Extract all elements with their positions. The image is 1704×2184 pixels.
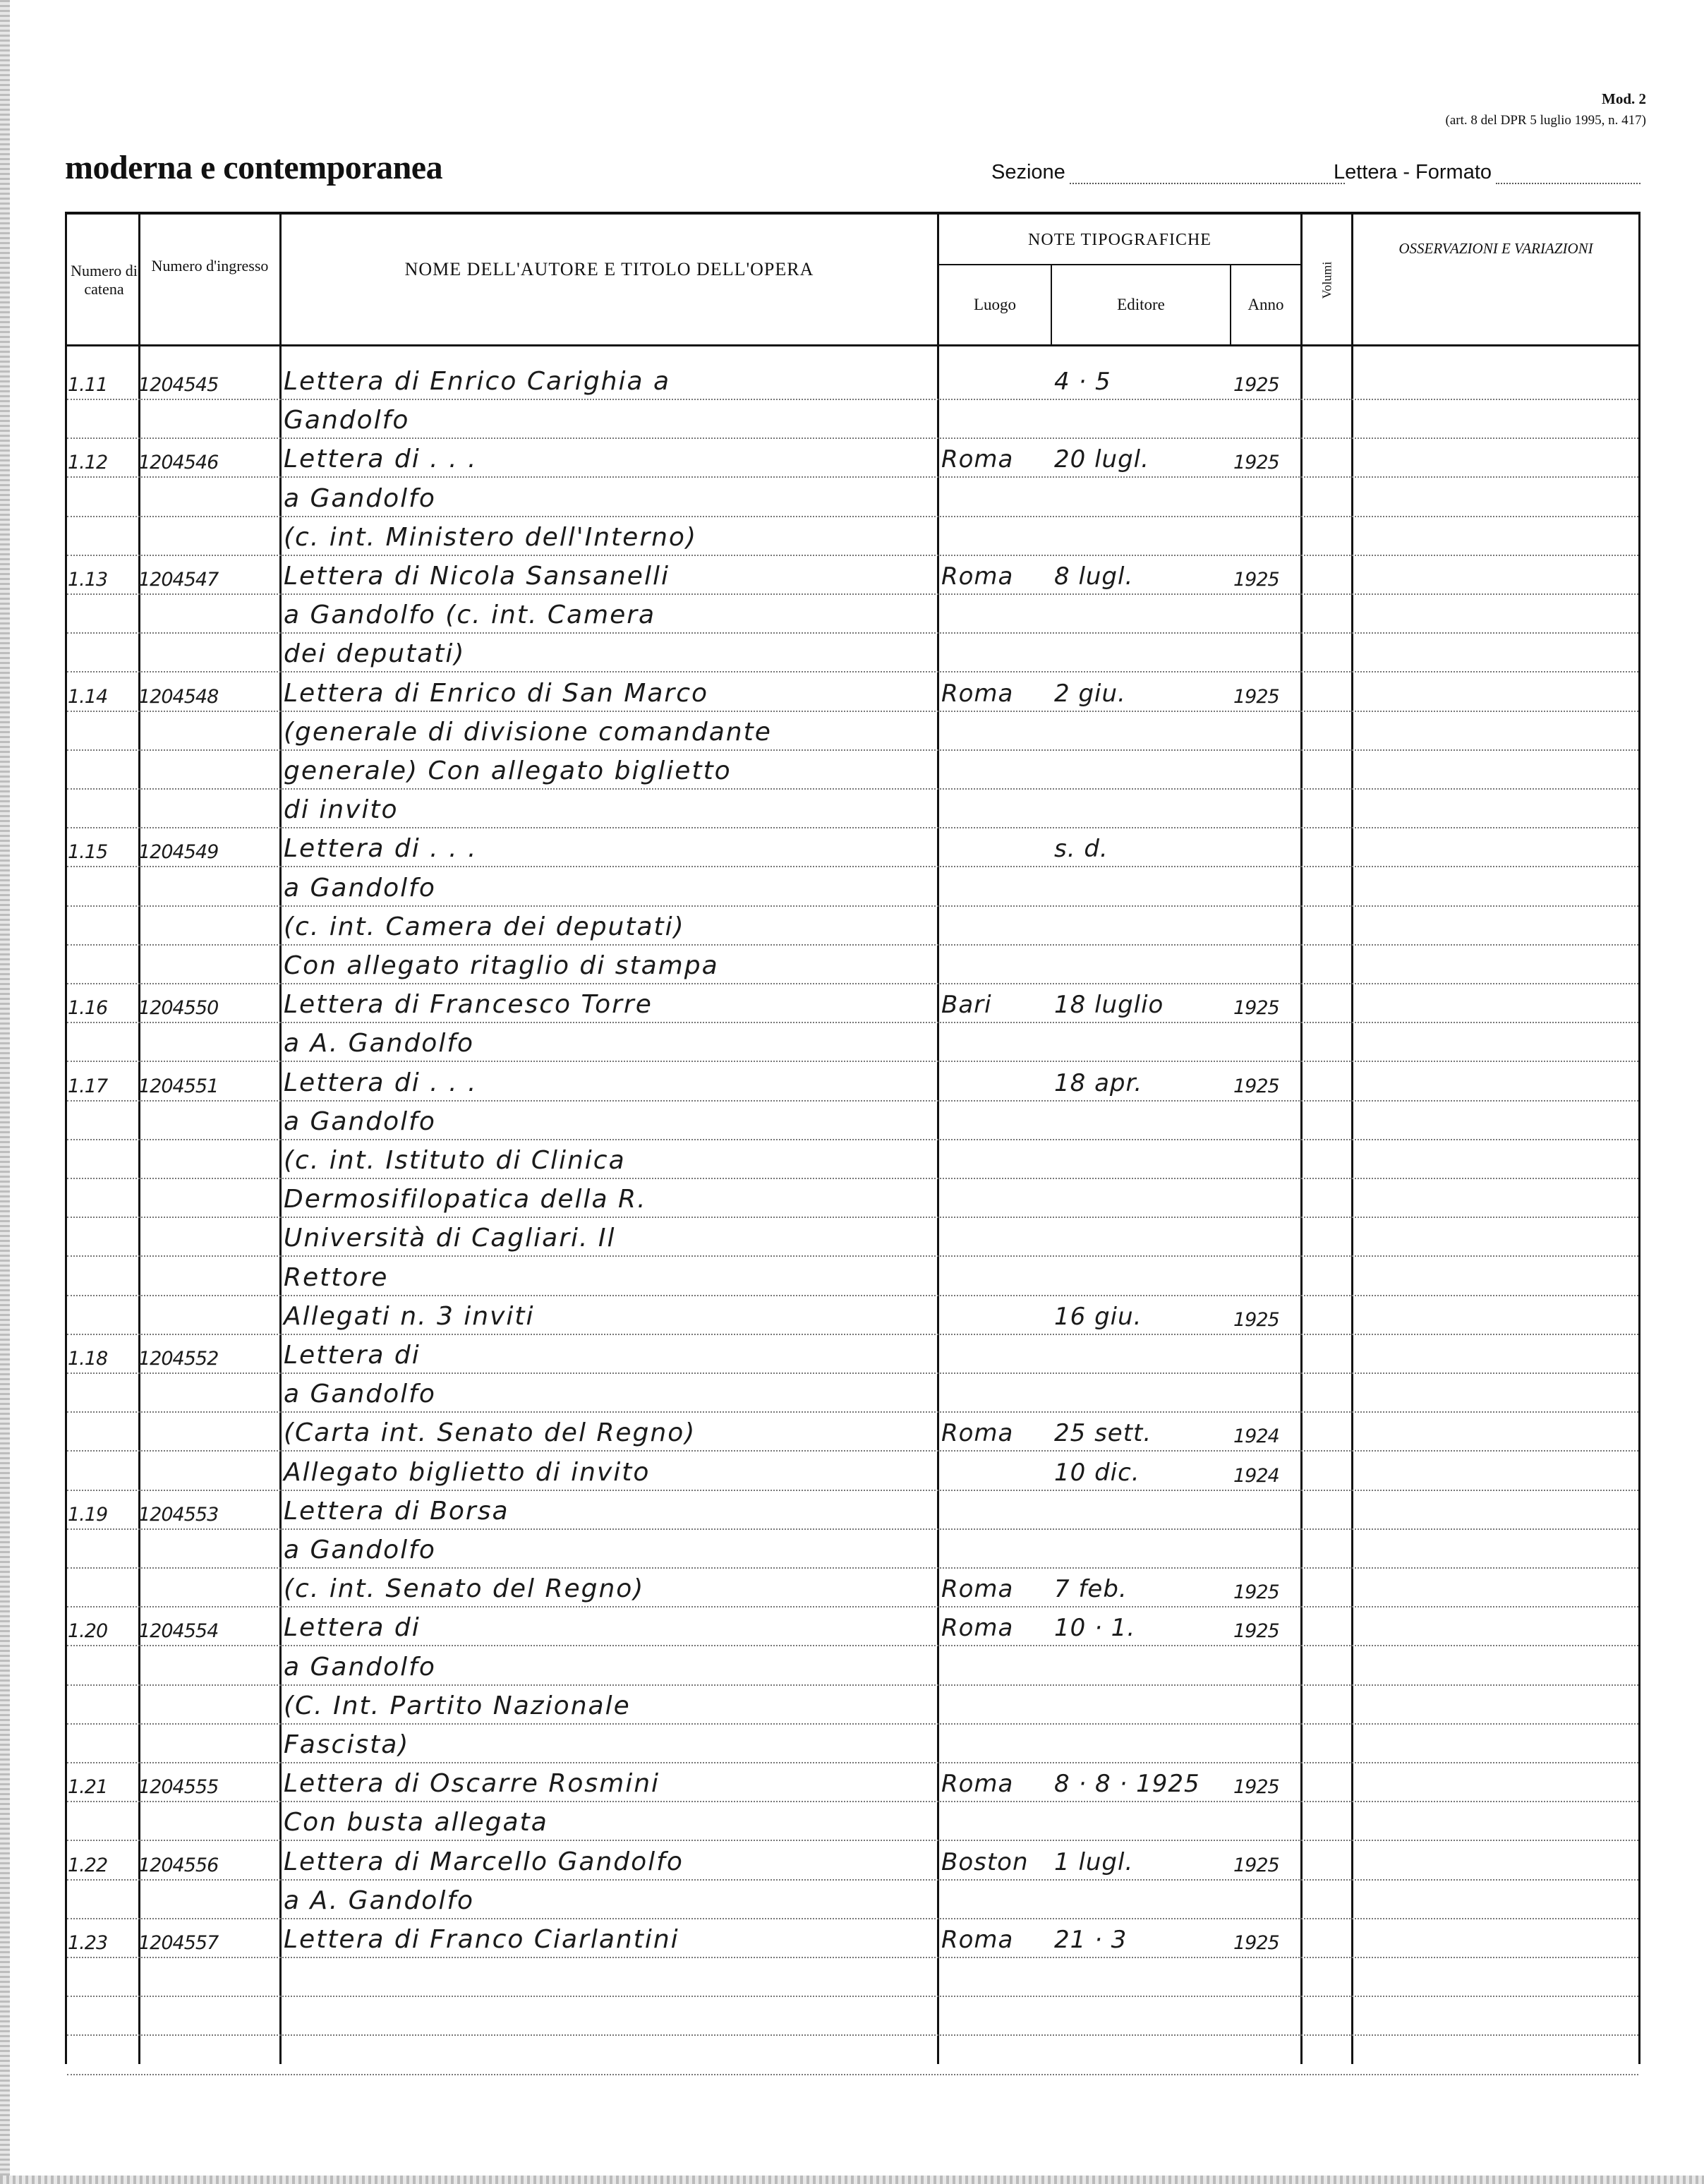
- ruled-line: [67, 1879, 1638, 1881]
- table-row: [0, 1185, 1704, 1217]
- table-row: [0, 406, 1704, 438]
- ruled-line: [67, 2034, 1638, 2036]
- entry-titolo: Lettera di Enrico Carighia a: [284, 367, 671, 396]
- ruled-line: [67, 905, 1638, 907]
- entry-numero-ingresso: 1204550: [138, 997, 219, 1020]
- ruled-line: [67, 944, 1638, 946]
- entry-titolo: Fascista): [284, 1730, 410, 1759]
- entry-anno: 1925: [1233, 569, 1279, 591]
- ruled-line: [67, 1996, 1638, 1997]
- entry-titolo: Lettera di Oscarre Rosmini: [284, 1769, 660, 1799]
- entry-numero-ingresso: 1204551: [138, 1075, 219, 1097]
- header-osservazioni: OSSERVAZIONI E VARIAZIONI: [1398, 240, 1593, 257]
- table-row: [0, 445, 1704, 476]
- ruled-line: [67, 399, 1638, 400]
- table-row: [0, 1497, 1704, 1528]
- table-row: [0, 1769, 1704, 1801]
- ruled-line: [67, 1723, 1638, 1725]
- entry-editore: 7 feb.: [1054, 1575, 1128, 1604]
- ruled-line: [67, 1490, 1638, 1491]
- entry-anno: 1925: [1233, 452, 1279, 474]
- entry-titolo: (c. int. Camera dei deputati): [284, 912, 685, 941]
- table-row: [0, 484, 1704, 516]
- entry-titolo: a Gandolfo: [284, 873, 436, 903]
- entry-titolo: di invito: [284, 795, 399, 825]
- table-row: [0, 1536, 1704, 1567]
- ruled-line: [67, 671, 1638, 672]
- entry-numero-ingresso: 1204547: [138, 569, 219, 591]
- table-row: [0, 1808, 1704, 1840]
- entry-editore: 10 dic.: [1054, 1458, 1140, 1487]
- entry-numero-catena: 1.11: [68, 374, 108, 396]
- entry-editore: 20 lugl.: [1054, 445, 1149, 474]
- ruled-line: [67, 1801, 1638, 1802]
- ruled-line: [67, 1606, 1638, 1607]
- entry-numero-ingresso: 1204546: [138, 452, 219, 474]
- ruled-line: [67, 827, 1638, 828]
- entry-numero-catena: 1.12: [68, 452, 108, 474]
- ruled-line: [67, 1139, 1638, 1140]
- table-row: [0, 601, 1704, 632]
- entry-titolo: a Gandolfo: [284, 483, 436, 513]
- entry-titolo: Lettera di . . .: [284, 1068, 478, 1097]
- table-row: [0, 1574, 1704, 1606]
- entry-numero-catena: 1.18: [68, 1348, 108, 1370]
- entry-titolo: (Carta int. Senato del Regno): [284, 1418, 696, 1448]
- entry-editore: 16 giu.: [1054, 1302, 1142, 1331]
- header-bottom-rule: [65, 344, 1640, 346]
- scan-edge-bottom: [0, 2176, 1704, 2184]
- entry-numero-ingresso: 1204554: [138, 1620, 219, 1643]
- ruled-line: [67, 555, 1638, 556]
- table-row: [0, 756, 1704, 788]
- ruled-line: [67, 1295, 1638, 1296]
- ruled-line: [67, 1100, 1638, 1102]
- entry-titolo: Allegato biglietto di invito: [284, 1457, 651, 1487]
- ruled-line: [67, 983, 1638, 984]
- entry-editore: s. d.: [1054, 835, 1108, 864]
- table-row: [0, 912, 1704, 944]
- entry-anno: 1925: [1233, 1620, 1279, 1643]
- table-row: [0, 1029, 1704, 1061]
- table-row: [0, 1146, 1704, 1178]
- entry-numero-ingresso: 1204555: [138, 1776, 219, 1799]
- table-row: [0, 1730, 1704, 1762]
- ruled-line: [67, 866, 1638, 867]
- table-row: [0, 1691, 1704, 1723]
- entry-titolo: Università di Cagliari. Il: [284, 1224, 616, 1253]
- ruled-line: [67, 1684, 1638, 1686]
- ruled-line: [67, 516, 1638, 517]
- table-row: [0, 523, 1704, 555]
- entry-luogo: Roma: [941, 562, 1014, 591]
- entry-titolo: Lettera di Borsa: [284, 1496, 509, 1526]
- header-titolo: NOME DELL'AUTORE E TITOLO DELL'OPERA: [404, 259, 814, 279]
- entry-luogo: Roma: [941, 445, 1014, 474]
- entry-editore: 4 · 5: [1054, 368, 1111, 396]
- header-luogo: Luogo: [973, 296, 1017, 313]
- table-row: [0, 1458, 1704, 1490]
- entry-titolo: a Gandolfo: [284, 1652, 436, 1682]
- ruled-line: [67, 1022, 1638, 1023]
- ruled-line: [67, 593, 1638, 595]
- ruled-line: [67, 1567, 1638, 1569]
- ruled-line: [67, 1255, 1638, 1257]
- table-row: [0, 1224, 1704, 1255]
- entry-editore: 2 giu.: [1054, 679, 1126, 708]
- table-row: [0, 1653, 1704, 1684]
- entry-editore: 10 · 1.: [1054, 1614, 1136, 1643]
- entry-numero-ingresso: 1204557: [138, 1932, 219, 1954]
- entry-numero-catena: 1.16: [68, 997, 108, 1020]
- table-row: [0, 1418, 1704, 1450]
- ruled-line: [67, 438, 1638, 439]
- entry-titolo: a A. Gandolfo: [284, 1886, 475, 1915]
- entry-anno: 1925: [1233, 1776, 1279, 1799]
- entry-anno: 1924: [1233, 1425, 1279, 1448]
- entry-anno: 1925: [1233, 1308, 1279, 1331]
- entry-luogo: Roma: [941, 679, 1014, 708]
- entry-titolo: dei deputati): [284, 639, 466, 669]
- entry-numero-catena: 1.13: [68, 569, 108, 591]
- entry-luogo: Bari: [941, 991, 992, 1020]
- lettera-formato-field: [1334, 161, 1640, 184]
- ruled-line: [67, 1178, 1638, 1179]
- ruled-line: [67, 788, 1638, 790]
- ruled-line: [67, 632, 1638, 634]
- entry-editore: 25 sett.: [1054, 1419, 1152, 1448]
- ruled-line: [67, 2074, 1638, 2075]
- ruled-line: [67, 1762, 1638, 1763]
- table-row: [0, 562, 1704, 593]
- entry-luogo: Boston: [941, 1847, 1029, 1876]
- entry-luogo: Roma: [941, 1770, 1014, 1799]
- ruled-line: [67, 1957, 1638, 1958]
- entry-anno: 1925: [1233, 1932, 1279, 1954]
- entry-luogo: Roma: [941, 1614, 1014, 1643]
- entry-titolo: (c. int. Senato del Regno): [284, 1574, 645, 1604]
- entry-titolo: Lettera di Enrico di San Marco: [284, 678, 709, 708]
- entry-numero-catena: 1.20: [68, 1620, 108, 1643]
- entry-titolo: (c. int. Ministero dell'Interno): [284, 522, 697, 552]
- entry-numero-ingresso: 1204548: [138, 685, 219, 708]
- ruled-line: [67, 749, 1638, 751]
- entry-titolo: a Gandolfo (c. int. Camera: [284, 601, 656, 630]
- entry-titolo: Con allegato ritaglio di stampa: [284, 951, 719, 980]
- table-row: [0, 718, 1704, 749]
- ruled-line: [67, 1217, 1638, 1218]
- ruled-line: [67, 1840, 1638, 1841]
- entry-titolo: (C. Int. Partito Nazionale: [284, 1691, 631, 1720]
- header-anno: Anno: [1247, 296, 1284, 313]
- entry-anno: 1925: [1233, 1075, 1279, 1097]
- table-row: [0, 795, 1704, 827]
- entry-luogo: Roma: [941, 1926, 1014, 1954]
- entry-editore: 18 luglio: [1054, 991, 1164, 1020]
- ruled-line: [67, 1450, 1638, 1452]
- entry-titolo: Lettera di . . .: [284, 834, 478, 864]
- entry-titolo: Rettore: [284, 1262, 389, 1292]
- entry-titolo: Dermosifilopatica della R.: [284, 1185, 647, 1214]
- table-row: [0, 1263, 1704, 1295]
- entry-titolo: (generale di divisione comandante: [284, 717, 772, 747]
- header-volumi-label: Volumi: [1319, 261, 1334, 299]
- table-row: [0, 639, 1704, 671]
- entry-numero-catena: 1.15: [68, 841, 108, 864]
- entry-numero-ingresso: 1204556: [138, 1854, 219, 1876]
- entry-numero-catena: 1.17: [68, 1075, 108, 1097]
- entry-titolo: a Gandolfo: [284, 1380, 436, 1409]
- entry-titolo: Lettera di Nicola Sansanelli: [284, 562, 670, 591]
- ruled-line: [67, 1918, 1638, 1919]
- sezione-blank: [1070, 166, 1345, 184]
- entry-numero-ingresso: 1204552: [138, 1348, 219, 1370]
- entry-numero-ingresso: 1204545: [138, 374, 219, 396]
- header-note-tipografiche: NOTE TIPOGRAFICHE: [1028, 231, 1211, 249]
- table-row: [0, 951, 1704, 983]
- entry-anno: 1924: [1233, 1464, 1279, 1487]
- ruled-line: [67, 1645, 1638, 1646]
- ruled-line: [67, 711, 1638, 712]
- entry-numero-ingresso: 1204549: [138, 841, 219, 864]
- entry-titolo: generale) Con allegato biglietto: [284, 756, 732, 785]
- table-row: [0, 1613, 1704, 1645]
- table-row: [0, 1380, 1704, 1411]
- ruled-line: [67, 1411, 1638, 1413]
- entry-titolo: Lettera di: [284, 1341, 421, 1370]
- entry-titolo: Gandolfo: [284, 406, 410, 435]
- entry-anno: 1925: [1233, 1854, 1279, 1876]
- entry-titolo: Lettera di Marcello Gandolfo: [284, 1847, 684, 1876]
- entry-luogo: Roma: [941, 1575, 1014, 1604]
- entry-anno: 1925: [1233, 374, 1279, 396]
- lettera-formato-blank: [1496, 166, 1640, 184]
- table-row: [0, 1847, 1704, 1879]
- entry-anno: 1925: [1233, 997, 1279, 1020]
- ruled-line: [67, 476, 1638, 478]
- entry-anno: 1925: [1233, 685, 1279, 708]
- form-model: Mod. 2: [1602, 90, 1646, 107]
- ruled-line: [67, 1372, 1638, 1374]
- ruled-line: [67, 1528, 1638, 1530]
- entry-numero-ingresso: 1204553: [138, 1503, 219, 1526]
- entry-titolo: Lettera di: [284, 1613, 421, 1643]
- table-row: [0, 1302, 1704, 1334]
- header-numero-catena: Numero di catena: [71, 262, 138, 298]
- entry-titolo: Lettera di . . .: [284, 445, 478, 474]
- sezione-label: Sezione: [991, 161, 1065, 183]
- entry-numero-catena: 1.22: [68, 1854, 108, 1876]
- table-row: [0, 990, 1704, 1022]
- lettera-formato-label: Lettera - Formato: [1334, 161, 1492, 183]
- sezione-field: [991, 161, 1345, 184]
- table-row: [0, 1107, 1704, 1139]
- table-row: [0, 1886, 1704, 1918]
- entry-anno: 1925: [1233, 1581, 1279, 1604]
- table-row: [0, 1068, 1704, 1100]
- entry-titolo: a Gandolfo: [284, 1106, 436, 1136]
- table-row: [0, 874, 1704, 905]
- entry-titolo: a A. Gandolfo: [284, 1029, 475, 1058]
- table-row: [0, 834, 1704, 866]
- header-volumi: [1303, 216, 1351, 344]
- entry-editore: 8 lugl.: [1054, 562, 1134, 591]
- entry-numero-catena: 1.21: [68, 1776, 108, 1799]
- entry-editore: 21 · 3: [1054, 1926, 1128, 1954]
- entry-numero-catena: 1.14: [68, 685, 108, 708]
- entry-titolo: Lettera di Francesco Torre: [284, 990, 653, 1020]
- entry-editore: 18 apr.: [1054, 1068, 1143, 1097]
- register-title: moderna e contemporanea: [65, 149, 443, 186]
- entry-titolo: Lettera di Franco Ciarlantini: [284, 1925, 679, 1954]
- entry-titolo: Allegati n. 3 inviti: [284, 1301, 535, 1331]
- entry-numero-catena: 1.23: [68, 1932, 108, 1954]
- table-row: [0, 679, 1704, 711]
- entry-titolo: (c. int. Istituto di Clinica: [284, 1146, 626, 1175]
- ruled-line: [67, 1334, 1638, 1335]
- header-editore: Editore: [1117, 296, 1165, 313]
- entry-numero-catena: 1.19: [68, 1503, 108, 1526]
- ruled-line: [67, 1061, 1638, 1062]
- entry-editore: 8 · 8 · 1925: [1054, 1770, 1200, 1799]
- entry-titolo: Con busta allegata: [284, 1808, 548, 1838]
- entry-editore: 1 lugl.: [1054, 1847, 1134, 1876]
- table-row: [0, 367, 1704, 399]
- table-row: [0, 1341, 1704, 1372]
- entry-titolo: a Gandolfo: [284, 1536, 436, 1564]
- entry-luogo: Roma: [941, 1419, 1014, 1448]
- header-numero-ingresso: Numero d'ingresso: [151, 257, 269, 274]
- table-row: [0, 1925, 1704, 1957]
- form-legal-reference: (art. 8 del DPR 5 luglio 1995, n. 417): [1445, 113, 1646, 128]
